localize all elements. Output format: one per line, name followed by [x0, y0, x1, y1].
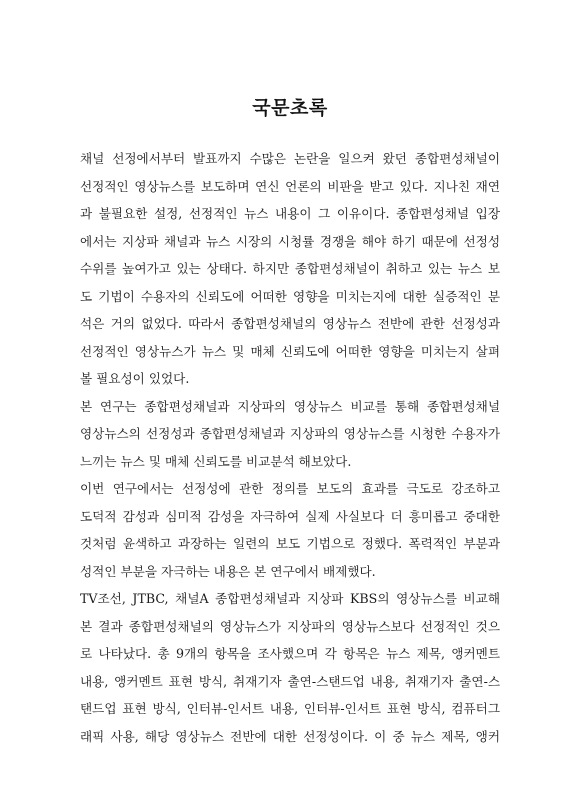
text-line: TV조선, JTBC, 채널A 종합편성채널과 지상파 KBS의 영상뉴스를 비교해: [80, 591, 500, 606]
text-line: 본 결과 종합편성채널의 영상뉴스가 지상파의 영상뉴스보다 선정적인 것으: [80, 618, 500, 634]
text-line: 수위를 높여가고 있는 상태다. 하지만 종합편성채널이 취하고 있는 뉴스 보: [80, 261, 500, 276]
text-line: 내용, 앵커멘트 표현 방식, 취재기자 출연-스탠드업 내용, 취재기자 출연-스: [80, 673, 500, 689]
text-line: 성적인 부분을 자극하는 내용은 본 연구에서 배제했다.: [80, 563, 376, 579]
text-line: 이번 연구에서는 선정성에 관한 정의를 보도의 효과를 극도로 강조하고: [80, 481, 500, 496]
text-line: 영상뉴스의 선정성과 종합편성채널과 지상파의 영상뉴스를 시청한 수용자가: [80, 426, 500, 441]
text-line: 래픽 사용, 해당 영상뉴스 전반에 대한 선정성이다. 이 중 뉴스 제목, 앵커: [80, 728, 500, 744]
text-line: 도 기법이 수용자의 신뢰도에 어떠한 영향을 미치는지에 대한 실증적인 분: [80, 288, 500, 304]
text-line: 채널 선정에서부터 발표까지 수많은 논란을 일으켜 왔던 종합편성채널이: [80, 151, 500, 166]
text-line: 탠드업 표현 방식, 인터뷰-인서트 내용, 인터뷰-인서트 표현 방식, 컴퓨터그: [80, 701, 500, 716]
text-line: 선정적인 영상뉴스가 뉴스 및 매체 신뢰도에 어떠한 영향을 미치는지 살펴: [80, 343, 500, 359]
text-line: 선정적인 영상뉴스를 보도하며 연신 언론의 비판을 받고 있다. 지나친 재연: [80, 178, 500, 194]
text-line: 도덕적 감성과 심미적 감성을 자극하여 실제 사실보다 더 흥미롭고 중대한: [80, 508, 500, 524]
text-line: 과 불필요한 설정, 선정적인 뉴스 내용이 그 이유이다. 종합편성채널 입장: [80, 206, 500, 221]
abstract-body: [80, 145, 500, 750]
text-line: 볼 필요성이 있었다.: [80, 371, 190, 386]
text-line: 본 연구는 종합편성채널과 지상파의 영상뉴스 비교를 통해 종합편성채널: [80, 398, 500, 414]
text-line: 것처럼 윤색하고 과장하는 일련의 보도 기법으로 정했다. 폭력적인 부분과: [80, 536, 500, 551]
text-line: 석은 거의 없었다. 따라서 종합편성채널의 영상뉴스 전반에 관한 선정성과: [80, 316, 500, 331]
text-line: 로 나타났다. 총 9개의 항목을 조사했으며 각 항목은 뉴스 제목, 앵커멘트: [80, 646, 500, 661]
text-line: 에서는 지상파 채널과 뉴스 시장의 시청률 경쟁을 해야 하기 때문에 선정성: [80, 233, 500, 249]
text-line: 느끼는 뉴스 및 매체 신뢰도를 비교분석 해보았다.: [80, 453, 352, 469]
page-title: 국문초록: [252, 97, 328, 119]
